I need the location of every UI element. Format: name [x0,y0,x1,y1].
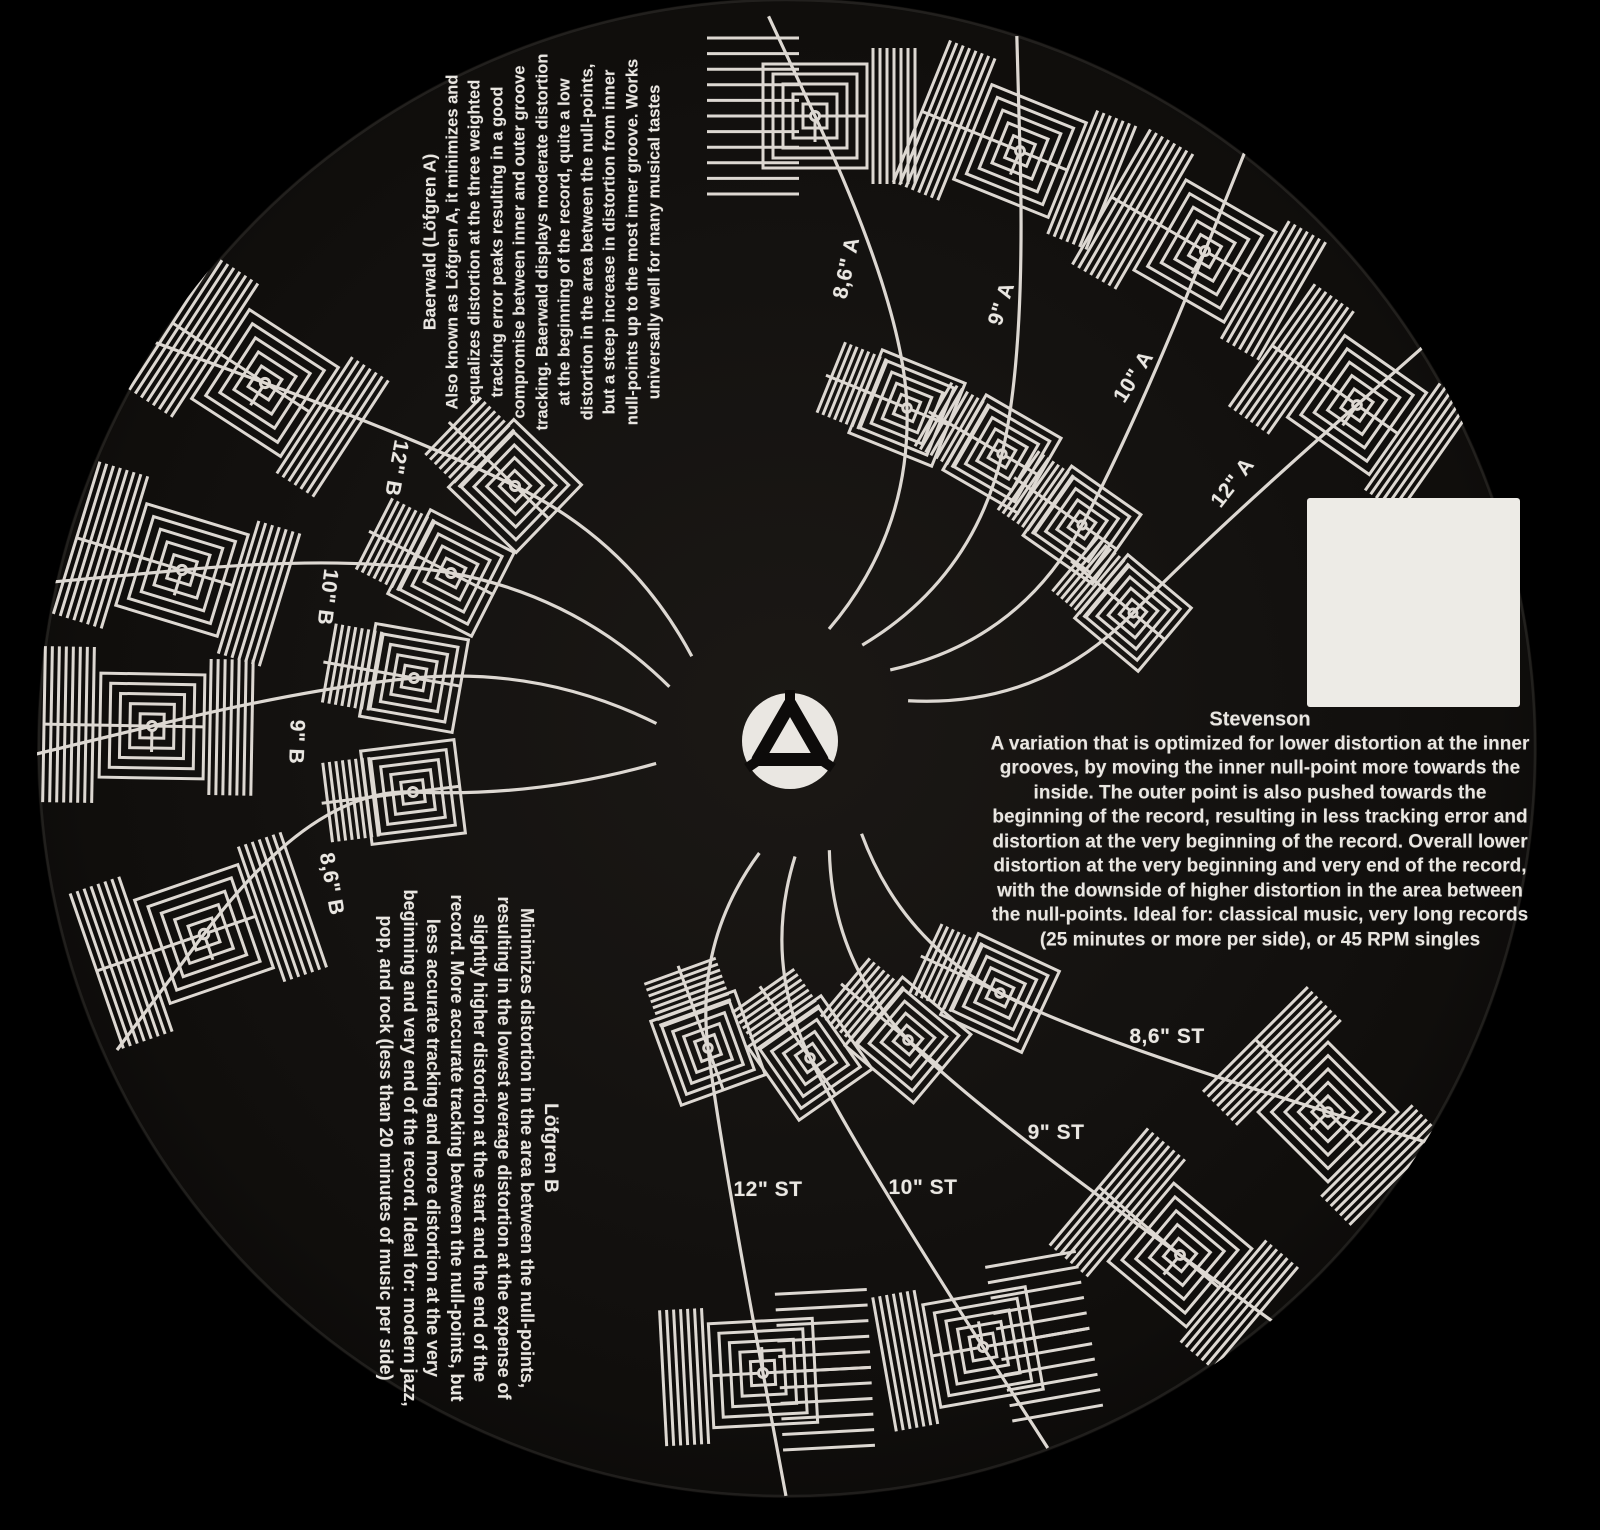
method-text-line: distortion in the area between the null-points, [577,63,596,421]
method-text-line: (25 minutes or more per side), or 45 RPM singles [1039,929,1481,950]
method-title: Löfgren B [540,1103,561,1193]
method-text-line: grooves, by moving the inner null-point more towards the [999,757,1521,779]
size-label: 8,6" ST [1129,1025,1205,1048]
size-label: 10" ST [888,1176,958,1199]
method-text-line: at the beginning of the record, quite a low [555,78,574,406]
method-text-line: pop, and rock (less than 20 minutes of music per side) [376,915,397,1381]
method-text-line: Also known as Löfgren A, it minimizes and [442,74,461,410]
method-title: Baerwald (Löfgren A) [419,153,440,331]
method-text-line: inside. The outer point is also pushed towards the [1033,782,1487,803]
method-text-line: beginning and very end of the record. Ideal for: modern jazz, [400,889,420,1407]
text-block-stevenson [991,708,1530,953]
method-text-line: beginning of the record, resulting in less tracking error and [992,806,1528,828]
text-block-lofgren_b [374,889,562,1406]
size-label: 9" ST [1027,1121,1085,1144]
method-text-line: with the downside of higher distortion in the area between [997,880,1523,901]
size-label: 9" A [983,279,1020,329]
method-text-line: null-points up to the most inner groove. Works [622,58,641,426]
method-text-line: tracking. Baerwald displays moderate distortion [532,53,551,431]
method-text-line: compromise between inner and outer groove [510,65,529,419]
size-label: 8,6" A [828,234,865,301]
method-text-line: distortion at the very beginning of the record. Overall lower [992,831,1528,852]
method-text-line: tracking error peaks resulting in a good [487,86,506,398]
mirror-square [1307,498,1520,707]
method-text-line: but a steep increase in distortion from inner [600,69,619,415]
method-text-line: the null-points. Ideal for: classical music, very long records [991,904,1529,926]
method-text-line: A variation that is optimized for lower distortion at the inner [990,733,1530,754]
size-label: 8,6" B [314,850,349,918]
size-label: 12" ST [733,1178,803,1201]
size-label: 9" B [284,719,309,765]
method-text-line: less accurate tracking and more distortion at the very [423,918,444,1378]
text-block-baerwald [418,54,666,431]
method-text-line: Minimizes distortion in the area between the null-points, [517,907,538,1389]
method-text-line: distortion at the very beginning and very end of the record, [993,855,1527,877]
size-label: 12" A [1206,453,1259,512]
method-text-line: universally well for many musical tastes [645,84,664,400]
method-text-line: equalizes distortion at the three weighted [465,79,484,405]
method-text-line: record. More accurate tracking between the null-points, but [447,894,467,1402]
size-label: 12" B [380,438,413,499]
method-text-line: slightly higher distortion at the start and the end of the [470,913,491,1383]
size-label: 10" A [1108,346,1159,407]
method-text-line: resulting in the lowest average distortion at the expense of [494,896,514,1400]
method-title: Stevenson [1209,708,1311,731]
size-label: 10" B [312,567,343,627]
